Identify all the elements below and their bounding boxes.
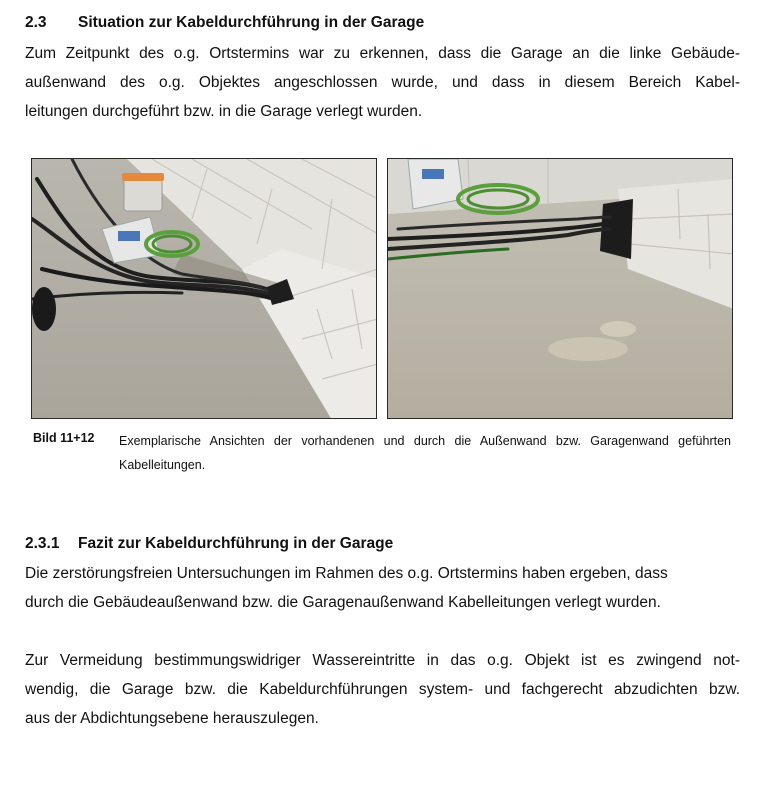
section-2-3-1-paragraph-2 [25,646,740,733]
section-heading-2-3 [25,13,424,33]
section-heading-2-3-1 [25,534,393,554]
section-number: 2.3.1 [25,535,60,552]
paragraph-line: durch die Gebäudeaußenwand bzw. die Garagenaußenwand Kabelleitungen verlegt wurden. [25,594,661,611]
caption-line: Kabelleitungen. [119,458,206,472]
section-title: Fazit zur Kabeldurchführung in der Garage [78,535,394,552]
photo-cable-entry-left [31,158,377,419]
paragraph-line: leitungen durchgeführt bzw. in die Garage verlegt wurden. [25,103,423,120]
photo-cable-entry-right [387,158,733,419]
section-2-3-1-paragraph-1 [25,559,740,617]
paragraph-line: Die zerstörungsfreien Untersuchungen im Rahmen des o.g. Ortstermins haben ergeben, dass [25,565,668,582]
section-title: Situation zur Kabeldurchführung in der Garage [78,14,425,31]
section-number: 2.3 [25,14,47,31]
paragraph-line: Zur Vermeidung bestimmungswidriger Wassereintritte in das o.g. Objekt ist es zwingend not- [25,652,740,669]
section-2-3-paragraph [25,39,740,126]
figure-label: Bild 11+12 [33,431,95,445]
figure-caption [119,429,731,477]
paragraph-line: außenwand des o.g. Objektes angeschlossen wurde, und dass in diesem Bereich Kabel- [25,74,740,91]
paragraph-line: aus der Abdichtungsebene herauszulegen. [25,710,319,727]
paragraph-line: wendig, die Garage bzw. die Kabeldurchführungen system- und fachgerecht abzudichten bzw. [25,681,740,698]
paragraph-line: Zum Zeitpunkt des o.g. Ortstermins war zu erkennen, dass die Garage an die linke Gebäude- [25,45,740,62]
caption-line: Exemplarische Ansichten der vorhandenen und durch die Außenwand bzw. Garagenwand geführten [119,434,731,448]
